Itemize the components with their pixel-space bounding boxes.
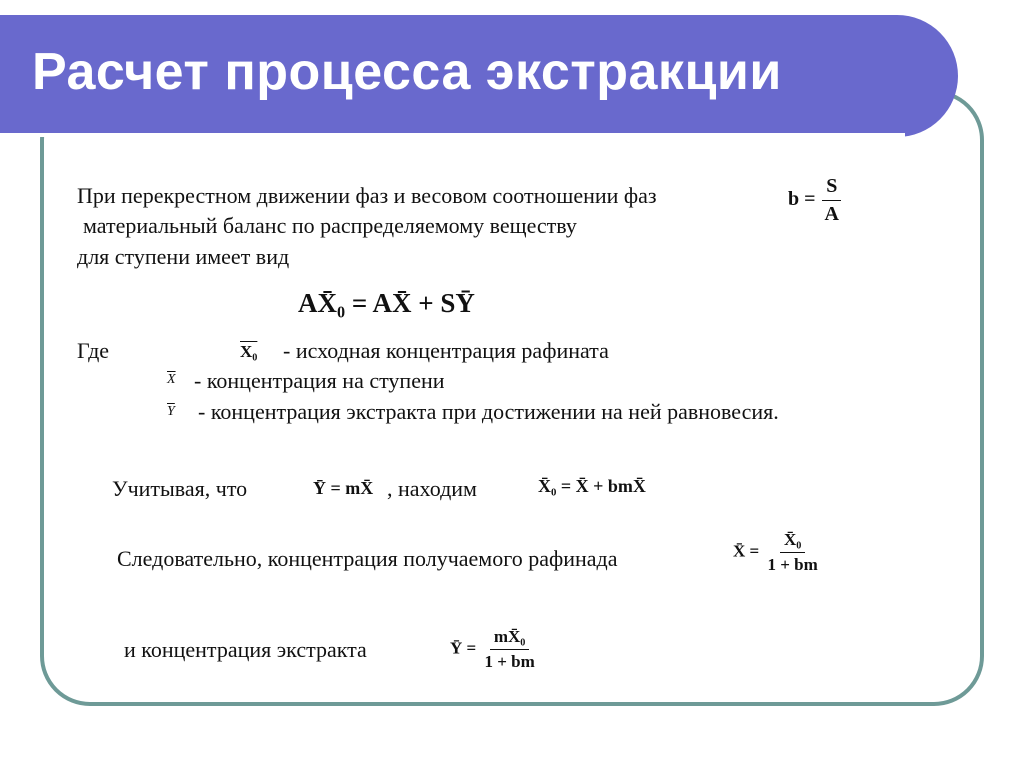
title-underline <box>0 133 905 137</box>
extract-formula <box>450 627 539 672</box>
balance-formula: AX̄₀ = AX̄ + SȲ <box>298 288 475 318</box>
extract-text: и концентрация экстракта <box>124 637 367 662</box>
where-label: Где <box>77 338 110 363</box>
intro-line-2: материальный баланс по распределяемому веществу <box>83 213 577 238</box>
extract-lhs: Ȳ = <box>450 638 477 658</box>
y-definition: - концентрация экстракта при достижении на ней равновесия. <box>198 399 779 424</box>
considering-middle: , находим <box>387 476 477 501</box>
x0-definition: - исходная концентрация рафината <box>283 338 609 363</box>
ratio-fraction <box>821 175 843 226</box>
ratio-denominator: A <box>824 203 839 225</box>
raffinate-formula <box>733 530 822 575</box>
intro-line-1: При перекрестном движении фаз и весовом соотношении фаз <box>77 183 657 208</box>
x-symbol-text: $\overline{X}$ <box>167 372 176 387</box>
extract-denominator: 1 + bm <box>484 652 535 671</box>
ratio-lhs: b = <box>788 188 816 211</box>
y-symbol-text: $\overline{Y}$ <box>167 404 175 419</box>
slide-title: Расчет процесса экстракции <box>32 43 782 101</box>
ratio-formula <box>788 175 843 226</box>
intro-line-3: для ступени имеет вид <box>77 244 290 269</box>
raffinate-numerator: X̄₀ <box>780 530 805 553</box>
extract-fraction <box>480 627 538 672</box>
y-symbol <box>167 404 175 420</box>
raffinate-lhs: X̄ = <box>733 541 760 561</box>
x0-symbol <box>240 342 257 362</box>
relation-formula: Ȳ = mX̄ <box>313 478 374 498</box>
x0-symbol-text: X₀ <box>240 342 258 361</box>
x-symbol <box>167 372 176 388</box>
raffinate-fraction <box>763 530 821 575</box>
ratio-numerator: S <box>822 175 841 201</box>
extract-numerator: mX̄₀ <box>490 627 530 650</box>
raffinate-text: Следовательно, концентрация получаемого рафинада <box>117 546 618 571</box>
result-formula: X̄₀ = X̄ + bmX̄ <box>538 476 646 496</box>
raffinate-denominator: 1 + bm <box>767 555 818 574</box>
x-definition: - концентрация на ступени <box>194 368 445 393</box>
considering-prefix: Учитывая, что <box>112 476 248 501</box>
